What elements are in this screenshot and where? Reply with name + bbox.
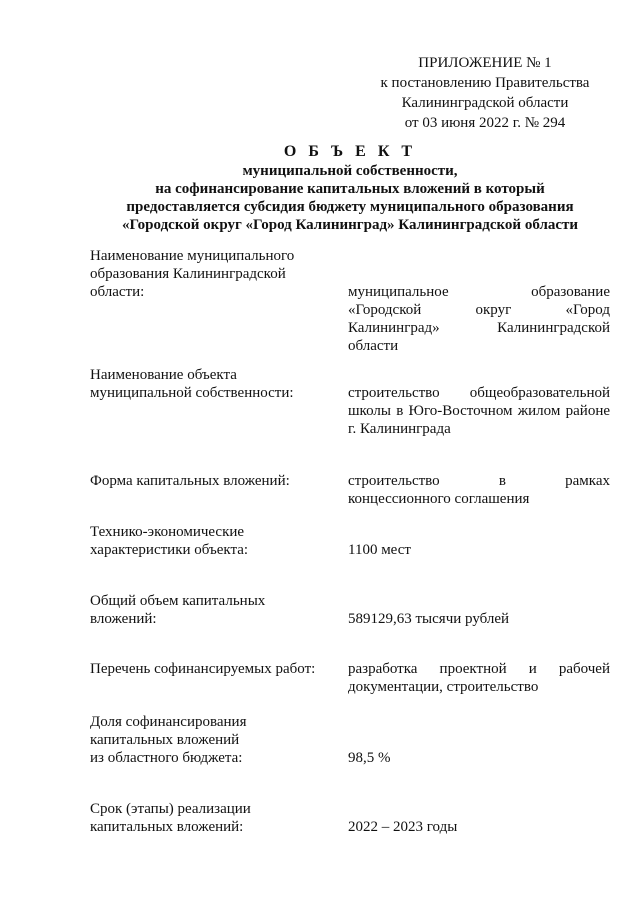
value-line: 2022 – 2023 годы xyxy=(348,819,458,835)
value-line: области xyxy=(348,338,399,354)
value-line: г. Калининграда xyxy=(348,421,451,437)
appendix-line-2: Калининградской области xyxy=(401,95,569,111)
document-title: О Б Ъ Е К Т xyxy=(283,143,417,160)
label-line: образования Калининградской xyxy=(90,266,286,282)
appendix-header xyxy=(360,53,610,133)
label-line: муниципальной собственности: xyxy=(90,385,294,401)
value-line: 98,5 % xyxy=(348,750,391,766)
label-line: Технико-экономические xyxy=(90,524,245,540)
heading-line-4: «Городской округ «Город Калининград» Калининградской области xyxy=(121,217,579,233)
detail-label xyxy=(90,247,330,301)
value-line: 1100 мест xyxy=(348,542,411,558)
value-line: школы в Юго-Восточном жилом районе xyxy=(348,403,610,419)
label-line: вложений: xyxy=(90,611,157,627)
label-line: области: xyxy=(90,284,145,300)
label-line: Наименование объекта xyxy=(90,367,237,383)
label-line: капитальных вложений: xyxy=(90,819,244,835)
heading-line-3: предоставляется субсидия бюджету муниципального образования xyxy=(126,199,574,215)
label-line: Наименование муниципального xyxy=(90,248,295,264)
label-line: капитальных вложений xyxy=(90,732,240,748)
detail-value xyxy=(348,472,610,508)
value-line: муниципальное образование xyxy=(348,284,610,300)
value-line: документации, строительство xyxy=(348,679,539,695)
label-line: Общий объем капитальных xyxy=(90,593,266,609)
detail-label xyxy=(90,660,330,678)
detail-label xyxy=(90,592,330,628)
value-line: 589129,63 тысячи рублей xyxy=(348,611,510,627)
detail-value xyxy=(348,384,610,438)
detail-label xyxy=(90,713,330,767)
label-line: Срок (этапы) реализации xyxy=(90,801,251,817)
appendix-line-1: к постановлению Правительства xyxy=(380,75,590,91)
detail-label xyxy=(90,472,330,490)
value-line: «Городской округ «Город xyxy=(348,302,610,318)
value-line: Калининград» Калининградской xyxy=(348,320,610,336)
label-line: из областного бюджета: xyxy=(90,750,243,766)
detail-value xyxy=(348,541,610,559)
heading-line-2: на софинансирование капитальных вложений в который xyxy=(155,181,545,197)
detail-label xyxy=(90,800,330,836)
value-line: концессионного соглашения xyxy=(348,491,530,507)
value-line: разработка проектной и рабочей xyxy=(348,661,610,677)
detail-value xyxy=(348,660,610,696)
label-line: Перечень софинансируемых работ: xyxy=(90,661,316,677)
appendix-date-line: от 03 июня 2022 г. № 294 xyxy=(404,115,566,131)
value-line: строительство общеобразовательной xyxy=(348,385,610,401)
value-line: строительство в рамках xyxy=(348,473,610,489)
document-heading xyxy=(60,142,640,234)
heading-line-1: муниципальной собственности, xyxy=(242,163,458,179)
detail-label xyxy=(90,366,330,402)
label-line: характеристики объекта: xyxy=(90,542,249,558)
detail-value xyxy=(348,818,610,836)
label-line: Форма капитальных вложений: xyxy=(90,473,290,489)
appendix-title: ПРИЛОЖЕНИЕ № 1 xyxy=(418,55,552,71)
detail-value xyxy=(348,283,610,355)
detail-label xyxy=(90,523,330,559)
detail-value xyxy=(348,749,610,767)
detail-value xyxy=(348,610,610,628)
label-line: Доля софинансирования xyxy=(90,714,247,730)
